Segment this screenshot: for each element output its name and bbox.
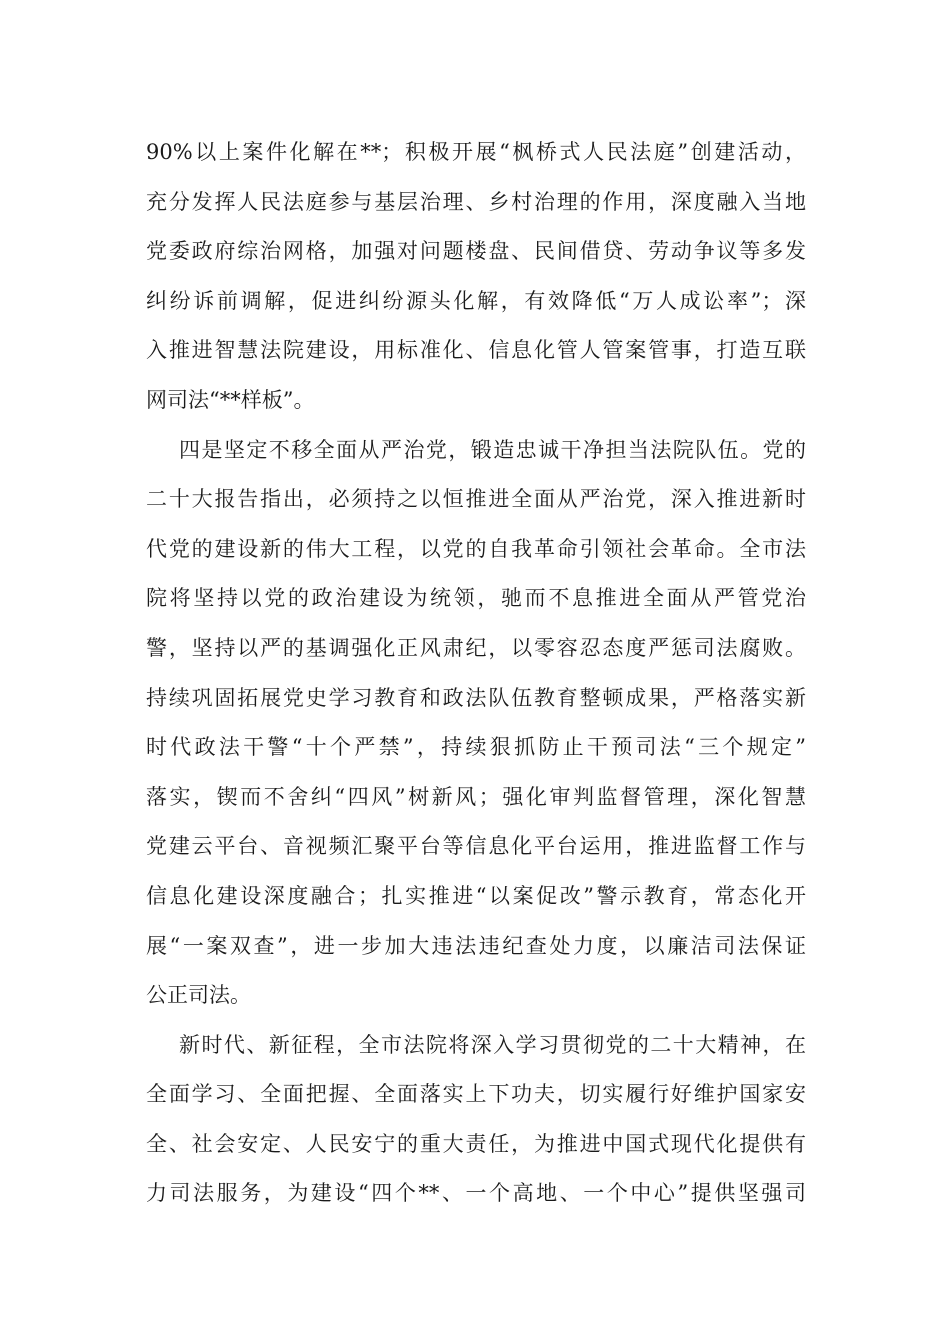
text-line: 网司法“**样板”。	[146, 387, 315, 412]
text-line: 力司法服务，为建设“四个**、一个高地、一个中心”提供坚强司	[146, 1181, 806, 1206]
text-line: 院将坚持以党的政治建设为统领，驰而不息推进全面从严管党治	[146, 586, 806, 611]
text-line: 党建云平台、音视频汇聚平台等信息化平台运用，推进监督工作与	[146, 834, 806, 859]
text-line: 纠纷诉前调解，促进纠纷源头化解，有效降低“万人成讼率”；深	[146, 288, 806, 313]
text-line: 警，坚持以严的基调强化正风肃纪，以零容忍态度严惩司法腐败。	[146, 635, 806, 660]
paragraph-2	[146, 426, 806, 1021]
text-line: 公正司法。	[146, 983, 251, 1008]
text-line: 落实，锲而不舍纠“四风”树新风；强化审判监督管理，深化智慧	[146, 784, 806, 809]
text-line: 时代政法干警“十个严禁”，持续狠抓防止干预司法“三个规定”	[146, 735, 806, 760]
text-line: 代党的建设新的伟大工程，以党的自我革命引领社会革命。全市法	[146, 536, 806, 561]
paragraph-1	[146, 128, 806, 426]
text-line: 新时代、新征程，全市法院将深入学习贯彻党的二十大精神，在	[179, 1032, 806, 1057]
text-line: 充分发挥人民法庭参与基层治理、乡村治理的作用，深度融入当地	[146, 189, 806, 214]
text-line: 持续巩固拓展党史学习教育和政法队伍教育整顿成果，严格落实新	[146, 685, 806, 710]
text-line: 全面学习、全面把握、全面落实上下功夫，切实履行好维护国家安	[146, 1082, 806, 1107]
text-line: 入推进智慧法院建设，用标准化、信息化管人管案管事，打造互联	[146, 338, 806, 363]
document-body	[146, 128, 806, 1219]
text-line: 信息化建设深度融合；扎实推进“以案促改”警示教育，常态化开	[146, 883, 806, 908]
text-line: 二十大报告指出，必须持之以恒推进全面从严治党，深入推进新时	[146, 487, 806, 512]
paragraph-3	[146, 1021, 806, 1219]
text-line: 党委政府综治网格，加强对问题楼盘、民间借贷、劳动争议等多发	[146, 239, 806, 264]
text-line: 四是坚定不移全面从严治党，锻造忠诚干净担当法院队伍。党的	[179, 437, 806, 462]
text-line: 展“一案双查”，进一步加大违法违纪查处力度，以廉洁司法保证	[146, 933, 806, 958]
text-line: 90%以上案件化解在**；积极开展“枫桥式人民法庭”创建活动，	[146, 140, 806, 164]
text-line: 全、社会安定、人民安宁的重大责任，为推进中国式现代化提供有	[146, 1131, 806, 1156]
